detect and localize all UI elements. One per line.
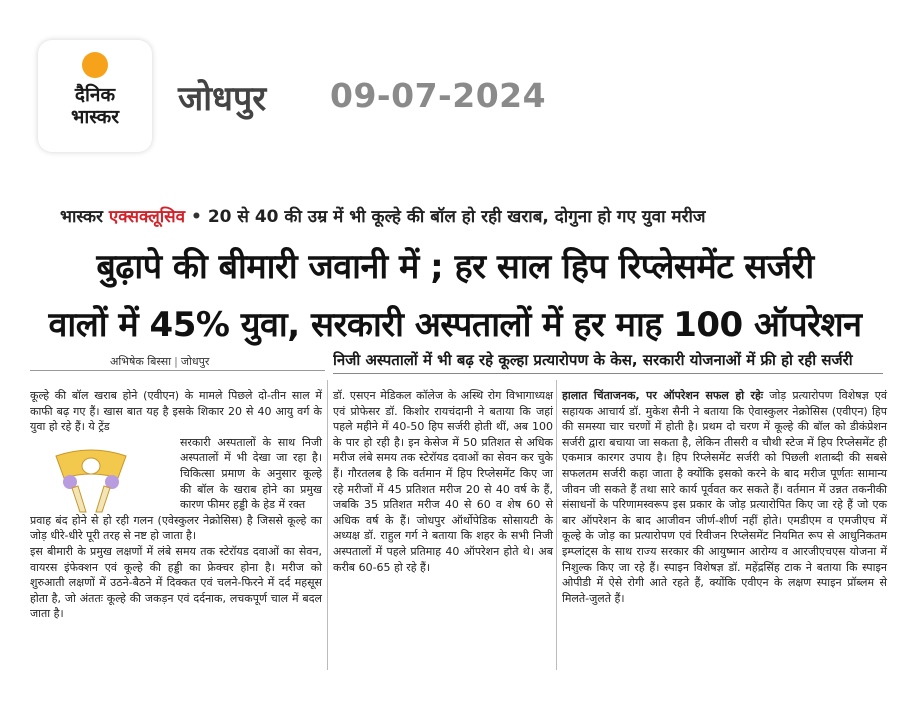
byline-place: जोधपुर [180, 355, 210, 368]
logo-line-2: भास्कर [70, 106, 120, 128]
byline-author: अभिषेक बिस्सा [110, 355, 172, 368]
paragraph: सरकारी अस्पतालों के साथ निजी अस्पतालों में भी देखा जा रहा है। चिकित्सा प्रमाण के अनुसार कूल्हे की बॉल के खराब होने का प्रमुख कारण फीमर हड्डी के हेड में रक्त [180, 435, 322, 512]
kicker-line [60, 204, 860, 230]
paragraph-text: जोड़ प्रत्यारोपण विशेषज्ञ एवं सहायक आचार्य डॉ. मुकेश सैनी ने बताया कि ऐवास्कुलर नेक्रोसिस (एवीएन) हिप की समस्या चार चरणों में होती है। प्रथम दो चरण में कूल्हे की बॉल को डीकंप्रेशन सर्जरी द्वारा बचाया जा सकता है, लेकिन तीसरी व चौथी स्टेज में हिप रिप्लेसमेंट ही एकमात्र कारगर उपाय है। हिप रिप्लेसमेंट सर्जरी को पिछली शताब्दी की सबसे सफलतम सर्जरी कहा जाता है क्योंकि इसको करने के बाद मरीज पूर्णतः सामान्य जीवन जी सकते हैं तथा सारे कार्य पूर्ववत कर सकते हैं। वर्तमान में उन्नत तकनीकी संसाधनों के परिणामस्वरूप इस प्रकार के जोड़ प्रत्यारोपित किए जा रहे हैं जो एक बार ऑपरेशन के बाद आजीवन जीर्ण-शीर्ण नहीं होते। एमडीएम व एमजीएच में कूल्हे के जोड़ का प्रत्यारोपण एवं रिवीजन रिप्लेसमेंट नियमित रूप से आधुनिकतम इम्प्लांट्स के साथ राज्य सरकार की आयुष्मान आरोग्य व आरजीएचएस योजना में निशुल्क किए जा रहे हैं। स्पाइन विशेषज्ञ डॉ. महेंद्रसिंह टाक ने बताया कि स्पाइन ओपीडी में ऐसे रोगी आते रहते हैं, क्योंकि एवीएन के लक्षण स्पाइन प्रॉब्लम से मिलते-जुलते हैं। [562, 389, 887, 605]
kicker-exclusive: एक्सक्लूसिव [108, 207, 186, 227]
deck-subheadline: निजी अस्पतालों में भी बढ़ रहे कूल्हा प्रत्यारोपण के केस, सरकारी योजनाओं में फ्री हो रही सर्जरी [333, 350, 883, 374]
article-column-2 [333, 388, 553, 575]
paragraph: इस बीमारी के प्रमुख लक्षणों में लंबे समय तक स्टेरॉयड दवाओं का सेवन, वायरस इंफेक्शन एवं कूल्हे की हड्डी का फ्रेक्चर होना है। मरीज को शुरुआती लक्षणों में उठने-बैठने में दिक्कत एवं चलने-फिरने में दर्द महसूस होता है, जो अंततः कूल्हे की जकड़न एवं दर्दनाक, लचकपूर्ण चाल में बदल जाता है। [30, 544, 322, 621]
column-divider [556, 380, 557, 670]
paragraph: प्रवाह बंद होने से हो रही गलन (एवेस्कुलर नेक्रोसिस) है जिससे कूल्हे का जोड़ धीरे-धीरे पूरी तरह से नष्ट हो जाता है। [30, 513, 322, 543]
headline-line-2: वालों में 45% युवा, सरकारी अस्पतालों में हर माह 100 ऑपरेशन [48, 305, 862, 345]
kicker-bullet: • [191, 207, 202, 227]
column-lead: हालात चिंताजनक, पर ऑपरेशन सफल हो रहेः [562, 389, 764, 402]
paragraph: डॉ. एसएन मेडिकल कॉलेज के अस्थि रोग विभागाध्यक्ष एवं प्रोफेसर डॉ. किशोर रायचंदानी ने बताया कि जहां पहले महीने में 40-50 हिप सर्जरी होती थीं, अब 100 के पार हो रही है। इन केसेज में 50 प्रतिशत से अधिक मरीज लंबे समय तक स्टेरॉयड दवाओं का सेवन कर चुके हैं। गौरतलब है कि वर्तमान में हिप रिप्लेसमेंट किए जा रहे मरीजों में 45 प्रतिशत मरीज 20 से 40 वर्ष के हैं, जबकि 35 प्रतिशत मरीज 40 से 60 व शेष 60 से अधिक वर्ष के हैं। जोधपुर ऑर्थोपेडिक सोसायटी के अध्यक्ष डॉ. राहुल गर्ग ने बताया कि शहर के सभी निजी अस्पतालों में पहले प्रतिमाह 40 ऑपरेशन होते थे। अब करीब 60-65 हो रहे हैं। [333, 389, 553, 574]
kicker-subhead: 20 से 40 की उम्र में भी कूल्हे की बॉल हो रही खराब, दोगुना हो गए युवा मरीज [207, 207, 706, 227]
logo-line-1: दैनिक [74, 84, 116, 106]
edition-city: जोधपुर [178, 79, 267, 119]
byline: अभिषेक बिस्सा | जोधपुर [110, 355, 210, 368]
article-column-1 [30, 388, 322, 622]
divider [30, 370, 325, 371]
headline-line-1: बुढ़ापे की बीमारी जवानी में ; हर साल हिप रिप्लेसमेंट सर्जरी [96, 247, 814, 287]
paragraph: कूल्हे की बॉल खराब होने (एवीएन) के मामले पिछले दो-तीन साल में काफी बढ़ गए हैं। खास बात यह है इसके शिकार 20 से 40 आयु वर्ग के युवा हो रहे हैं। ये ट्रेंड [30, 389, 322, 434]
paragraph [562, 388, 887, 606]
kicker-brand: भास्कर [60, 207, 103, 227]
sun-logo-icon [82, 52, 108, 78]
edition-date: 09-07-2024 [330, 76, 547, 115]
dainik-bhaskar-logo[interactable] [38, 40, 152, 152]
column-divider [327, 380, 328, 670]
article-column-3 [562, 388, 887, 606]
